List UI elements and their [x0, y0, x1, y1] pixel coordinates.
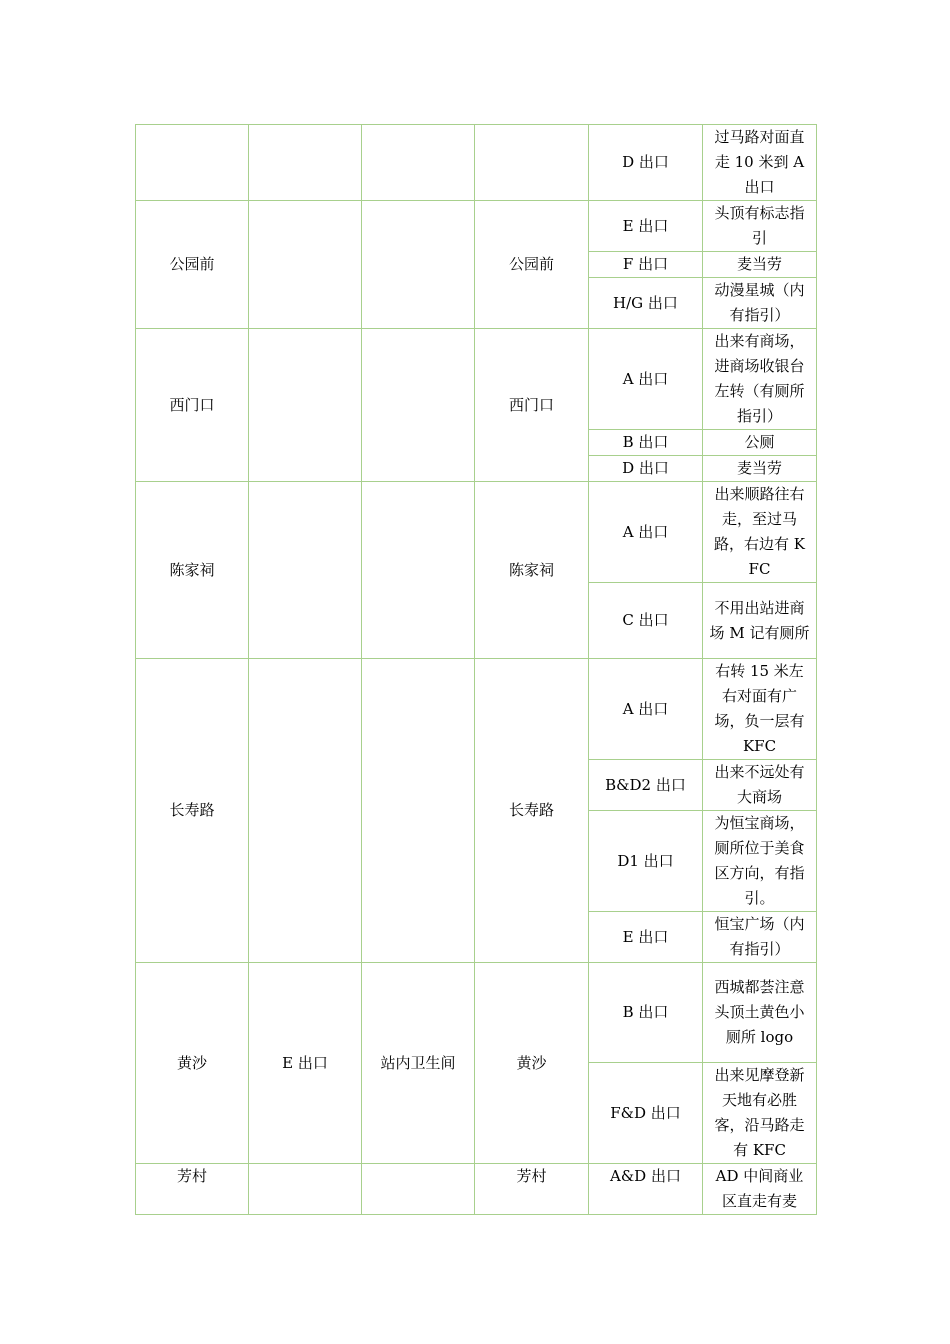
- table-row: [136, 482, 817, 583]
- note-cell: 出来不远处有大商场: [703, 760, 817, 811]
- table-row: [136, 125, 817, 201]
- station-cell-2: 公园前: [475, 201, 589, 329]
- note-cell: 出来见摩登新天地有必胜客，沿马路走有 KFC: [703, 1063, 817, 1164]
- note-cell: 头顶有标志指引: [703, 201, 817, 252]
- table-row: [136, 963, 817, 1063]
- facility-cell: [362, 482, 475, 659]
- facility-cell: [362, 201, 475, 329]
- station-cell-2: 黄沙: [475, 963, 589, 1164]
- station-cell: 芳村: [136, 1164, 249, 1215]
- facility-cell: [362, 329, 475, 482]
- exit-cell: E 出口: [249, 963, 362, 1164]
- station-cell: 公园前: [136, 201, 249, 329]
- table-row: [136, 329, 817, 430]
- station-cell: 陈家祠: [136, 482, 249, 659]
- station-cell-2: 陈家祠: [475, 482, 589, 659]
- note-cell: 过马路对面直走 10 米到 A 出口: [703, 125, 817, 201]
- note-cell: 恒宝广场（内有指引）: [703, 912, 817, 963]
- note-cell: 不用出站进商场 M 记有厕所: [703, 583, 817, 659]
- note-cell: 出来顺路往右走，至过马路，右边有 KFC: [703, 482, 817, 583]
- exit-label-cell: D 出口: [589, 125, 703, 201]
- exit-label-cell: C 出口: [589, 583, 703, 659]
- note-cell: 动漫星城（内有指引）: [703, 278, 817, 329]
- facility-cell: [362, 659, 475, 963]
- note-cell: 西城都荟注意头顶土黄色小厕所 logo: [703, 963, 817, 1063]
- facility-cell: [362, 1164, 475, 1215]
- note-cell: 公厕: [703, 430, 817, 456]
- note-cell: 麦当劳: [703, 456, 817, 482]
- exit-label-cell: H/G 出口: [589, 278, 703, 329]
- station-cell: [136, 125, 249, 201]
- table-row: [136, 659, 817, 760]
- note-cell: 出来有商场，进商场收银台左转（有厕所指引）: [703, 329, 817, 430]
- exit-label-cell: F&D 出口: [589, 1063, 703, 1164]
- exit-label-cell: A 出口: [589, 329, 703, 430]
- exit-label-cell: E 出口: [589, 912, 703, 963]
- exit-label-cell: F 出口: [589, 252, 703, 278]
- exit-label-cell: A 出口: [589, 659, 703, 760]
- exit-label-cell: B 出口: [589, 430, 703, 456]
- table-row: [136, 1164, 817, 1215]
- exit-label-cell: D1 出口: [589, 811, 703, 912]
- exit-label-cell: B 出口: [589, 963, 703, 1063]
- facility-cell: [362, 125, 475, 201]
- exit-cell: [249, 482, 362, 659]
- exit-label-cell: A 出口: [589, 482, 703, 583]
- note-cell: AD 中间商业区直走有麦: [703, 1164, 817, 1215]
- exit-label-cell: D 出口: [589, 456, 703, 482]
- station-cell-2: [475, 125, 589, 201]
- exit-cell: [249, 125, 362, 201]
- exit-cell: [249, 329, 362, 482]
- note-cell: 为恒宝商场，厕所位于美食区方向，有指引。: [703, 811, 817, 912]
- station-cell-2: 西门口: [475, 329, 589, 482]
- facility-cell: 站内卫生间: [362, 963, 475, 1164]
- exit-cell: [249, 659, 362, 963]
- exit-cell: [249, 1164, 362, 1215]
- exit-label-cell: A&D 出口: [589, 1164, 703, 1215]
- station-cell: 长寿路: [136, 659, 249, 963]
- exit-label-cell: E 出口: [589, 201, 703, 252]
- station-cell: 西门口: [136, 329, 249, 482]
- station-cell: 黄沙: [136, 963, 249, 1164]
- table-row: [136, 201, 817, 252]
- note-cell: 右转 15 米左右对面有广场，负一层有 KFC: [703, 659, 817, 760]
- station-cell-2: 芳村: [475, 1164, 589, 1215]
- station-cell-2: 长寿路: [475, 659, 589, 963]
- exit-label-cell: B&D2 出口: [589, 760, 703, 811]
- exit-cell: [249, 201, 362, 329]
- note-cell: 麦当劳: [703, 252, 817, 278]
- metro-toilet-table: [135, 124, 817, 1215]
